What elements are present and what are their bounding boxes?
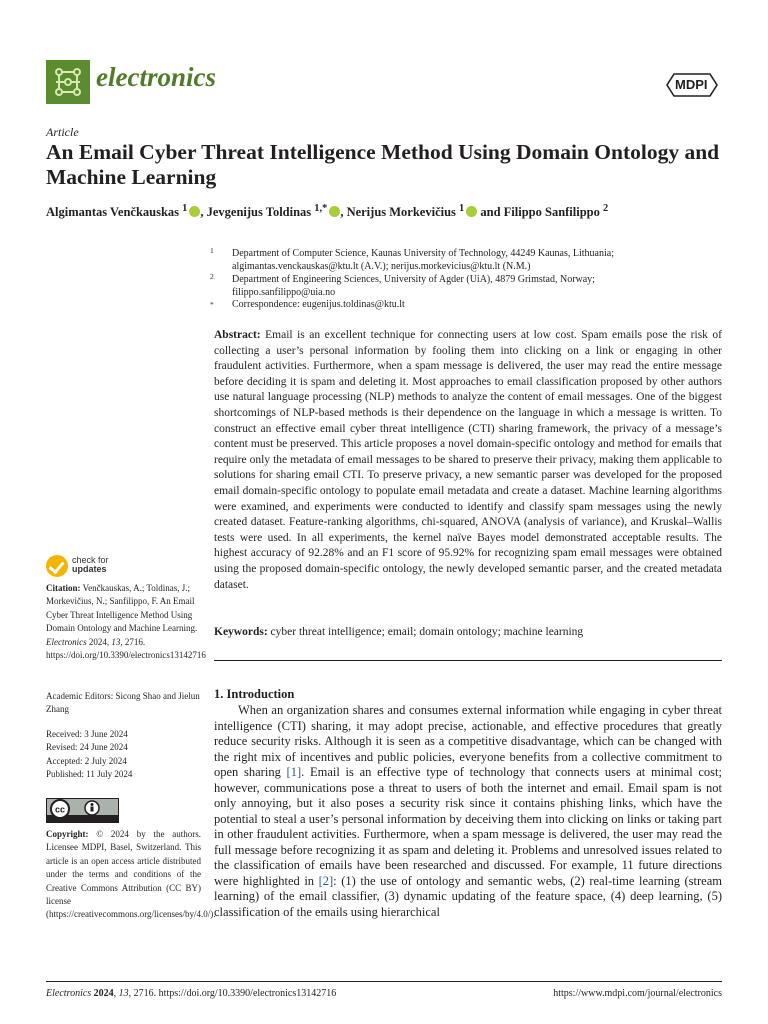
footer-citation: Electronics 2024, 13, 2716. https://doi.org/10.3390/electronics13142716 — [46, 988, 337, 999]
section-heading: 1. Introduction — [214, 687, 295, 701]
dates-block — [46, 728, 201, 782]
affiliation-1 — [210, 246, 724, 273]
revised-date: Revised: 24 June 2024 — [46, 742, 128, 753]
keywords-text: cyber threat intelligence; email; domain ontology; machine learning — [267, 626, 584, 638]
journal-name[interactable]: electronics — [96, 62, 216, 92]
correspondence-text[interactable]: Correspondence: eugenijus.toldinas@ktu.lt — [232, 299, 405, 310]
accepted-date: Accepted: 2 July 2024 — [46, 755, 127, 766]
paragraph-text: : (1) the use of ontology and semantic webs, (2) real-time learning (stream learning) of the email classifier, (3) dynamic updating of the feature space, (4) deep learning, (5) classification of the emails using hierarchical — [214, 873, 722, 919]
section-divider — [214, 660, 722, 661]
author-name: Algimantas Venčkauskas — [46, 205, 180, 220]
footer-journal: Electronics — [46, 988, 92, 999]
journal-logo — [46, 60, 90, 104]
academic-editors: Academic Editors: Sicong Shao and Jielun Zhang — [46, 691, 200, 715]
paragraph — [214, 703, 722, 920]
author-name: , Jevgenijus Toldinas — [200, 205, 312, 220]
author-affiliation-mark: 1,* — [314, 203, 328, 214]
citation-label: Citation: — [46, 583, 81, 593]
correspondence-mark: * — [210, 300, 214, 309]
check-updates-line1: check for — [72, 555, 109, 565]
paragraph-text: When an organization shares and consumes external information while engaging in cyber threat intelligence (CTI) sharing, it may adopt precise, actionable, and effective procedures that greatly reduce security risks. Although it is seen as a competitive disadvantage, which can be changed with the right mix of incentives and public policies, everyone benefits from a collective commitment to open sharing — [214, 703, 722, 779]
affiliation-text: Department of Computer Science, Kaunas University of Technology, 44249 Kaunas, Lithuania; — [232, 248, 614, 259]
paragraph-text: . Email is an effective type of technology that connects users at minimal cost; however, communications pose a threat to users of both the internet and email. Email spam is not only annoying, but it also poses a security risk since it contains phishing links, which have the potential to steal a user’s personal information by deceiving them into clicking on links or taking part in other fraudulent activities. Furthermore, when a spam message is delivered, the user may read the full message before recognizing it as spam and deleting it. Problems and unresolved issues related to the classification of emails have been researched and discussed. For example, 11 future directions were highlighted in — [214, 765, 722, 888]
affiliation-email[interactable]: algimantas.venckauskas@ktu.lt (A.V.); nerijus.morkevicius@ktu.lt (N.M.) — [232, 261, 531, 272]
publisher-name: MDPI — [675, 77, 708, 92]
article-type: Article — [46, 125, 79, 139]
publisher-logo[interactable] — [666, 72, 718, 98]
affiliation-2 — [210, 272, 724, 299]
check-updates-icon — [46, 555, 68, 577]
author-list — [46, 203, 726, 220]
citation-year: 2024, — [86, 636, 112, 647]
orcid-icon[interactable] — [466, 206, 477, 217]
published-date: Published: 11 July 2024 — [46, 769, 133, 780]
abstract-text: Email is an excellent technique for connecting users at low cost. Spam emails pose the risk of collecting a user’s personal information by fooling them into clicking on a link or engaging in other fraudulent activities. Furthermore, when a spam message is delivered, the user may read the entire message before deciding it is spam and deleting it. Most approaches to email classification proposed by other authors use natural language processing (NLP) methods to analyze the content of email messages. One of the biggest shortcomings of NLP-based methods is their dependence on the language in which a message is written. To construct an effective email cyber threat intelligence (CTI) sharing framework, the privacy of a message’s content must be preserved. This article proposes a novel domain-specific ontology and method for emails that require only the metadata of email messages to be shared to preserve their privacy, making them applicable to solutions for sharing email CTI. To preserve privacy, a new semantic parser was developed for the proposed email domain-specific ontology to populate email metadata and create a dataset. Machine learning algorithms were examined, and experiments were conducted to identify and classify spam messages using the newly created dataset. Feature-ranking algorithms, chi-squared, ANOVA (analysis of variance), and Kruskal–Wallis tests were used. In all experiments, the kernel naïve Bayes model demonstrated acceptable results. The highest accuracy of 92.28% and an F1 score of 95.92% for recognizing spam email messages were obtained using the proposed domain-specific ontology, the newly developed semantic parser, and the created metadata dataset. — [214, 329, 722, 591]
author-name: , Nerijus Morkevičius — [340, 205, 456, 220]
citation-volume: 13 — [111, 636, 121, 647]
affiliation-text: Department of Engineering Sciences, University of Agder (UiA), 4879 Grimstad, Norway; — [232, 274, 595, 285]
check-updates-line2: updates — [72, 564, 107, 574]
citation-journal: Electronics — [46, 636, 87, 647]
footer-journal-url[interactable]: https://www.mdpi.com/journal/electronics — [553, 988, 722, 999]
keywords-label: Keywords: — [214, 626, 268, 638]
copyright-block — [46, 828, 216, 922]
cc-by-license-icon[interactable] — [46, 798, 119, 823]
citation-link[interactable]: [2] — [318, 873, 334, 888]
citation-link[interactable]: [1] — [286, 765, 302, 779]
author-affiliation-mark: 1 — [459, 203, 465, 214]
author-affiliation-mark: 1 — [182, 203, 188, 214]
keywords — [214, 626, 722, 638]
abstract-label: Abstract: — [214, 329, 261, 341]
citation-doi[interactable]: , 2716. https://doi.org/10.3390/electronics13142716 — [46, 636, 206, 661]
paper-title: An Email Cyber Threat Intelligence Method Using Domain Ontology and Machine Learning — [46, 140, 720, 189]
received-date: Received: 3 June 2024 — [46, 729, 128, 739]
copyright-label: Copyright: — [46, 829, 89, 839]
footer-volume: 13 — [118, 988, 129, 999]
abstract — [214, 328, 722, 593]
affiliation-mark: 2 — [210, 272, 214, 281]
affiliation-mark: 1 — [210, 246, 214, 255]
citation-text: Venčkauskas, A.; Toldinas, J.; Morkevičius, N.; Sanfilippo, F. An Email Cyber Threat Intelligence Method Using Domain Ontology and Machine Learning. — [46, 583, 198, 634]
footer-year: 2024 — [91, 988, 114, 999]
footer-doi[interactable]: , 2716. https://doi.org/10.3390/electronics13142716 — [128, 988, 337, 999]
introduction-body — [214, 703, 722, 920]
author-affiliation-mark: 2 — [603, 203, 609, 214]
svg-text:cc: cc — [54, 804, 66, 815]
correspondence — [210, 298, 724, 311]
orcid-icon[interactable] — [189, 206, 200, 217]
orcid-icon[interactable] — [329, 206, 340, 217]
citation-block — [46, 582, 206, 662]
copyright-text: © 2024 by the authors. Licensee MDPI, Basel, Switzerland. This article is an open access article distributed under the terms and conditions of the Creative Commons Attribution (CC BY) license (https://creativecommons.org/licenses/by/4.0/). — [46, 829, 216, 920]
check-for-updates-badge[interactable] — [46, 555, 126, 579]
author-name: and Filippo Sanfilippo — [477, 205, 600, 220]
affiliation-email[interactable]: filippo.sanfilippo@uia.no — [232, 287, 336, 298]
footer-divider — [46, 981, 722, 982]
